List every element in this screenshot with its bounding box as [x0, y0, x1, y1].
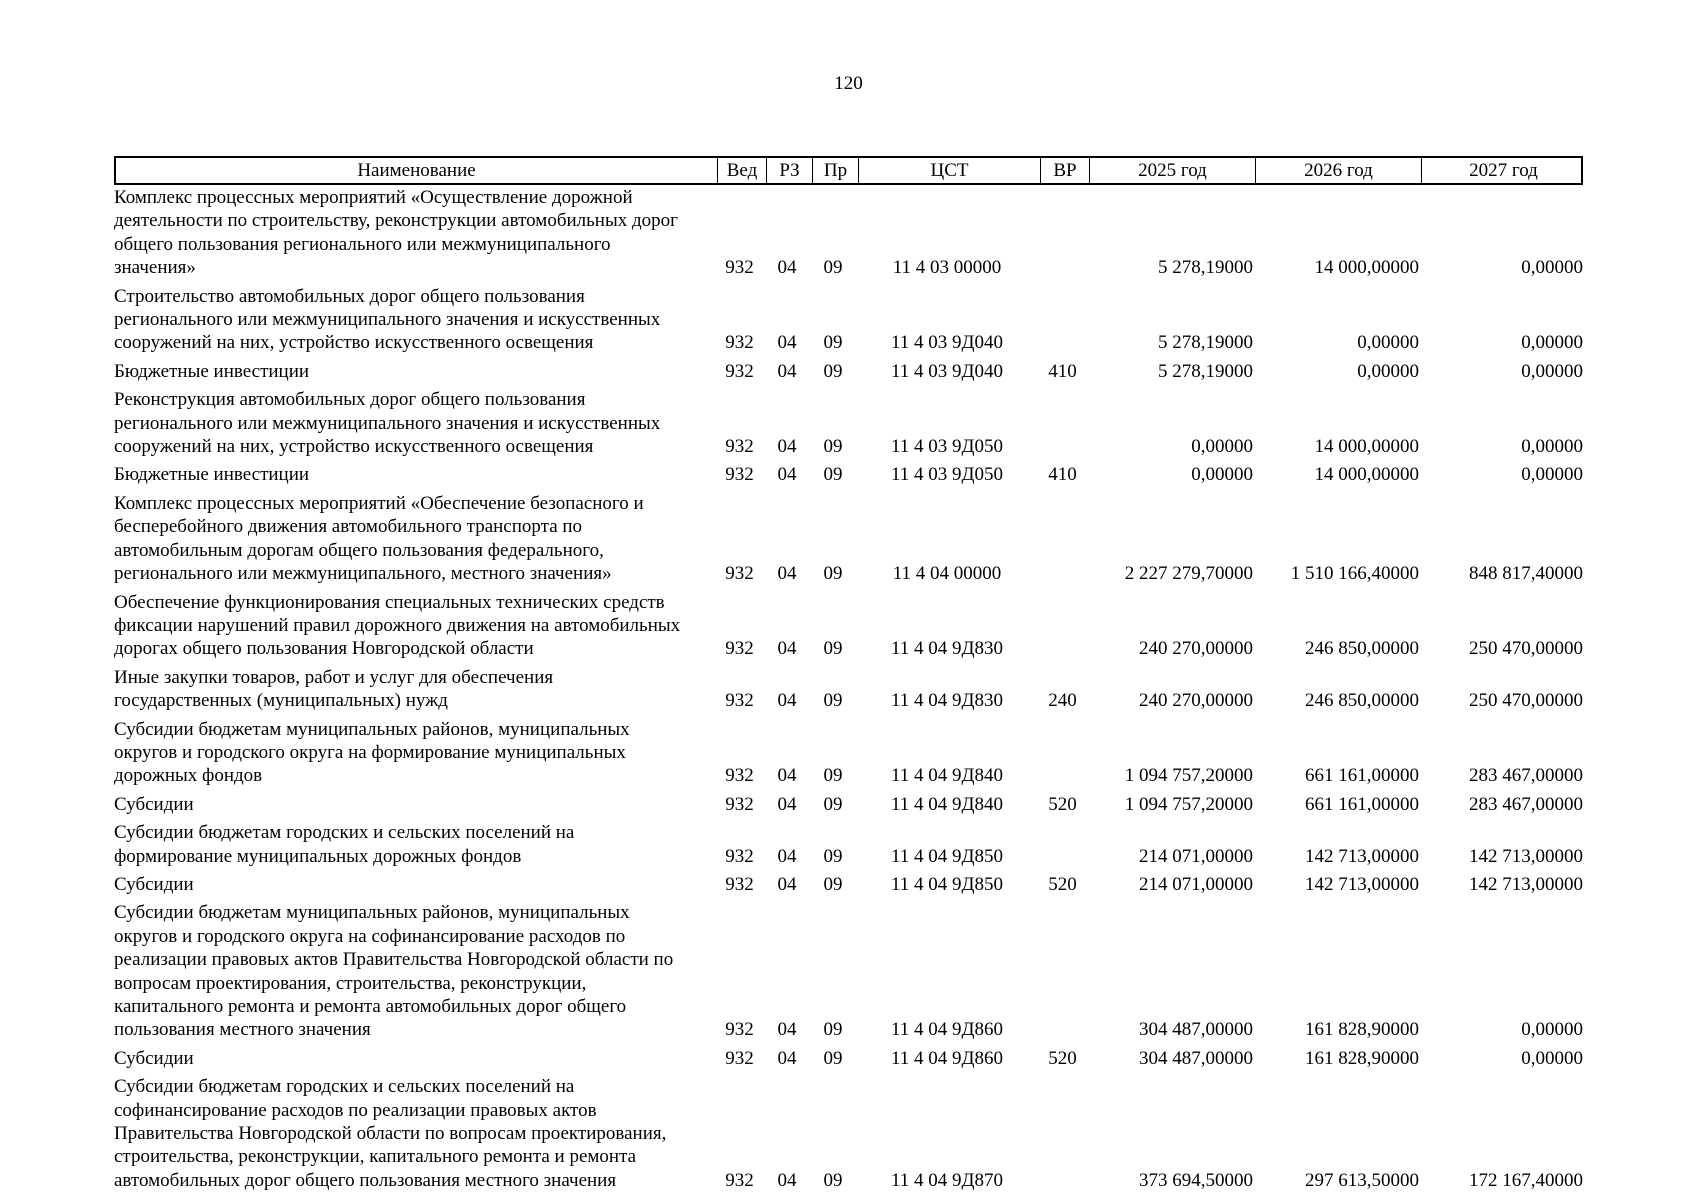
row-pr: 09 — [823, 464, 843, 486]
header-2025: 2025 год — [1089, 158, 1255, 183]
row-2026: 161 828,90000 — [1305, 1047, 1419, 1069]
row-vr: 410 — [1048, 464, 1077, 486]
row-pr: 09 — [823, 690, 843, 712]
row-rz: 04 — [777, 1169, 797, 1191]
row-2025: 240 270,00000 — [1139, 638, 1253, 660]
row-2027: 172 167,40000 — [1469, 1169, 1583, 1191]
row-pr: 09 — [823, 1019, 843, 1041]
row-2026: 14 000,00000 — [1314, 436, 1419, 458]
row-cst: 11 4 04 9Д840 — [890, 765, 1003, 787]
row-pr: 09 — [823, 332, 843, 354]
row-cst: 11 4 04 00000 — [892, 563, 1002, 585]
row-rz: 04 — [777, 765, 797, 787]
row-pr: 09 — [823, 257, 843, 279]
row-name: Реконструкция автомобильных дорог общего пользования регионального или межмуниципального значения и искусственных сооружений на них, устройство искусственного освещения — [114, 389, 661, 458]
row-2025: 2 227 279,70000 — [1124, 563, 1253, 585]
row-pr: 09 — [823, 638, 843, 660]
row-2025: 5 278,19000 — [1158, 257, 1253, 279]
table-row — [114, 901, 1583, 1041]
page-number: 120 — [834, 73, 863, 94]
row-2026: 142 713,00000 — [1305, 873, 1419, 895]
row-2026: 297 613,50000 — [1305, 1169, 1419, 1191]
row-2025: 0,00000 — [1191, 436, 1253, 458]
row-ved: 932 — [725, 845, 754, 867]
row-pr: 09 — [823, 1169, 843, 1191]
header-2026: 2026 год — [1255, 158, 1421, 183]
header-2027: 2027 год — [1421, 158, 1585, 183]
row-ved: 932 — [725, 1169, 754, 1191]
row-2025: 304 487,00000 — [1139, 1047, 1253, 1069]
row-vr: 520 — [1048, 1047, 1077, 1069]
row-ved: 932 — [725, 793, 754, 815]
header-cst: ЦСТ — [858, 158, 1040, 183]
row-ved: 932 — [725, 638, 754, 660]
row-2025: 214 071,00000 — [1139, 873, 1253, 895]
row-2025: 1 094 757,20000 — [1124, 765, 1253, 787]
row-rz: 04 — [777, 464, 797, 486]
table-row — [114, 591, 1583, 661]
row-ved: 932 — [725, 332, 754, 354]
row-2025: 5 278,19000 — [1158, 360, 1253, 382]
row-name: Обеспечение функционирования специальных технических средств фиксации нарушений правил дорожного движения на автомобильных дорогах общего пользования Новгородской области — [114, 591, 681, 660]
row-2026: 161 828,90000 — [1305, 1019, 1419, 1041]
row-2025: 240 270,00000 — [1139, 690, 1253, 712]
row-rz: 04 — [777, 845, 797, 867]
row-2026: 14 000,00000 — [1314, 464, 1419, 486]
row-vr: 240 — [1048, 690, 1077, 712]
row-name: Субсидии — [114, 873, 194, 895]
table-row — [114, 793, 1583, 816]
table-header — [114, 156, 1583, 185]
row-2027: 142 713,00000 — [1469, 873, 1583, 895]
row-2026: 246 850,00000 — [1305, 638, 1419, 660]
row-2027: 250 470,00000 — [1469, 638, 1583, 660]
row-ved: 932 — [725, 765, 754, 787]
row-2026: 142 713,00000 — [1305, 845, 1419, 867]
table-row — [114, 1047, 1583, 1070]
row-2027: 0,00000 — [1521, 464, 1583, 486]
row-2027: 848 817,40000 — [1469, 563, 1583, 585]
row-pr: 09 — [823, 1047, 843, 1069]
row-pr: 09 — [823, 873, 843, 895]
row-2027: 250 470,00000 — [1469, 690, 1583, 712]
row-ved: 932 — [725, 436, 754, 458]
row-ved: 932 — [725, 360, 754, 382]
row-ved: 932 — [725, 1019, 754, 1041]
row-name: Комплекс процессных мероприятий «Обеспечение безопасного и бесперебойного движения автомобильного транспорта по автомобильным дорогам общего пользования федерального, регионального или межмуниципального, местного значения» — [114, 492, 644, 585]
row-rz: 04 — [777, 257, 797, 279]
row-2027: 0,00000 — [1521, 257, 1583, 279]
row-rz: 04 — [777, 638, 797, 660]
table-row — [114, 285, 1583, 355]
table-row — [114, 388, 1583, 458]
row-2027: 283 467,00000 — [1469, 765, 1583, 787]
row-ved: 932 — [725, 563, 754, 585]
row-rz: 04 — [777, 690, 797, 712]
table-row — [114, 821, 1583, 868]
row-vr: 520 — [1048, 873, 1077, 895]
row-2025: 214 071,00000 — [1139, 845, 1253, 867]
row-ved: 932 — [725, 873, 754, 895]
row-cst: 11 4 03 9Д050 — [890, 464, 1003, 486]
row-name: Комплекс процессных мероприятий «Осуществление дорожной деятельности по строительству, реконструкции автомобильных дорог общего пользования регионального или межмуниципального значения» — [114, 187, 678, 279]
table-row — [114, 1075, 1583, 1192]
row-cst: 11 4 03 9Д040 — [890, 332, 1003, 354]
row-cst: 11 4 03 00000 — [892, 257, 1002, 279]
row-rz: 04 — [777, 1047, 797, 1069]
row-pr: 09 — [823, 436, 843, 458]
row-2025: 1 094 757,20000 — [1124, 793, 1253, 815]
table-row — [114, 666, 1583, 713]
row-rz: 04 — [777, 436, 797, 458]
row-name: Субсидии бюджетам муниципальных районов, муниципальных округов и городского округа на формирование муниципальных дорожных фондов — [114, 718, 630, 787]
row-cst: 11 4 04 9Д870 — [890, 1169, 1003, 1191]
table-row — [114, 718, 1583, 788]
row-vr: 520 — [1048, 793, 1077, 815]
row-name: Субсидии — [114, 1047, 194, 1069]
row-2025: 304 487,00000 — [1139, 1019, 1253, 1041]
row-name: Иные закупки товаров, работ и услуг для обеспечения государственных (муниципальных) нужд — [114, 666, 554, 712]
row-ved: 932 — [725, 1047, 754, 1069]
table-row — [114, 492, 1583, 586]
table-row — [114, 873, 1583, 896]
row-2026: 1 510 166,40000 — [1290, 563, 1419, 585]
row-cst: 11 4 04 9Д860 — [890, 1047, 1003, 1069]
row-rz: 04 — [777, 563, 797, 585]
header-rz: РЗ — [766, 158, 812, 183]
header-ved: Вед — [717, 158, 766, 183]
row-pr: 09 — [823, 845, 843, 867]
row-cst: 11 4 03 9Д040 — [890, 360, 1003, 382]
row-ved: 932 — [725, 464, 754, 486]
row-name: Субсидии бюджетам городских и сельских поселений на формирование муниципальных дорожных фондов — [114, 822, 575, 867]
row-cst: 11 4 03 9Д050 — [890, 436, 1003, 458]
row-2026: 246 850,00000 — [1305, 690, 1419, 712]
row-cst: 11 4 04 9Д860 — [890, 1019, 1003, 1041]
header-name: Наименование — [357, 160, 476, 181]
row-2025: 5 278,19000 — [1158, 332, 1253, 354]
row-cst: 11 4 04 9Д840 — [890, 793, 1003, 815]
row-2027: 0,00000 — [1521, 1019, 1583, 1041]
row-name: Субсидии бюджетам муниципальных районов, муниципальных округов и городского округа на софинансирование расходов по реализации правовых актов Правительства Новгородской области по вопросам проектирования, строительства, реконструкции, капитального ремонта и ремонта автомобильных дорог общего пользования местного значения — [114, 902, 674, 1041]
row-2027: 0,00000 — [1521, 436, 1583, 458]
row-2025: 373 694,50000 — [1139, 1169, 1253, 1191]
row-ved: 932 — [725, 690, 754, 712]
row-2026: 661 161,00000 — [1305, 793, 1419, 815]
row-cst: 11 4 04 9Д830 — [890, 638, 1003, 660]
row-2026: 661 161,00000 — [1305, 765, 1419, 787]
row-ved: 932 — [725, 257, 754, 279]
header-pr: Пр — [812, 158, 858, 183]
row-2027: 0,00000 — [1521, 360, 1583, 382]
row-2026: 0,00000 — [1357, 332, 1419, 354]
table-row — [114, 463, 1583, 486]
row-vr: 410 — [1048, 360, 1077, 382]
row-name: Строительство автомобильных дорог общего пользования регионального или межмуниципального значения и искусственных сооружений на них, устройство искусственного освещения — [114, 285, 661, 354]
row-2026: 0,00000 — [1357, 360, 1419, 382]
row-rz: 04 — [777, 873, 797, 895]
row-rz: 04 — [777, 360, 797, 382]
row-2027: 0,00000 — [1521, 332, 1583, 354]
row-pr: 09 — [823, 563, 843, 585]
row-cst: 11 4 04 9Д850 — [890, 873, 1003, 895]
row-2027: 283 467,00000 — [1469, 793, 1583, 815]
row-2027: 0,00000 — [1521, 1047, 1583, 1069]
row-name: Субсидии бюджетам городских и сельских поселений на софинансирование расходов по реализации правовых актов Правительства Новгородской области по вопросам проектирования, строительства, реконструкции, капитального ремонта и ремонта автомобильных дорог общего пользования местного значения — [114, 1076, 667, 1191]
row-rz: 04 — [777, 793, 797, 815]
row-2027: 142 713,00000 — [1469, 845, 1583, 867]
row-cst: 11 4 04 9Д850 — [890, 845, 1003, 867]
header-vr: ВР — [1040, 158, 1089, 183]
row-pr: 09 — [823, 360, 843, 382]
row-2026: 14 000,00000 — [1314, 257, 1419, 279]
row-name: Бюджетные инвестиции — [114, 360, 310, 382]
table-body — [114, 186, 1583, 1197]
row-name: Субсидии — [114, 793, 194, 815]
row-2025: 0,00000 — [1191, 464, 1253, 486]
table-row — [114, 360, 1583, 383]
row-rz: 04 — [777, 1019, 797, 1041]
row-rz: 04 — [777, 332, 797, 354]
row-pr: 09 — [823, 765, 843, 787]
table-row — [114, 186, 1583, 280]
row-cst: 11 4 04 9Д830 — [890, 690, 1003, 712]
row-pr: 09 — [823, 793, 843, 815]
row-name: Бюджетные инвестиции — [114, 464, 310, 486]
